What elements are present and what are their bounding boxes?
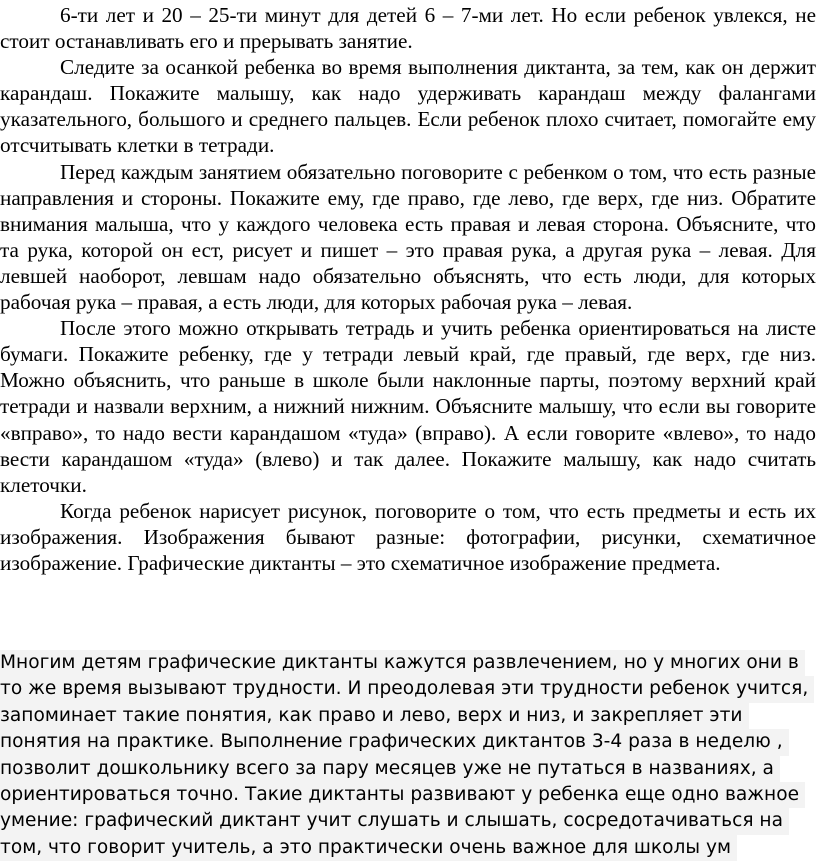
pasted-text-line: умение: графический диктант учит слушать и слышать, сосредотачиваться на bbox=[0, 808, 789, 834]
pasted-text-line: то же время вызывают трудности. И преодолевая эти трудности ребенок учится, bbox=[0, 676, 814, 702]
document-body bbox=[0, 2, 816, 576]
paragraph-session-duration: 6-ти лет и 20 – 25-ти минут для детей 6 – 7-ми лет. Но если ребенок увлекся, не стоит останавливать его и прерывать занятие. bbox=[0, 3, 816, 54]
pasted-text-line: том, что говорит учитель, а это практически очень важное для школы ум bbox=[0, 835, 737, 861]
paragraph-posture: Следите за осанкой ребенка во время выполнения диктанта, за тем, как он держит карандаш. Покажите малышу, как надо удерживать карандаш между фалангами указательного, большого и среднего пальцев. Если ребенок плохо считает, помогайте ему отсчитывать клетки в тетради. bbox=[0, 55, 816, 158]
pasted-text-line: Многим детям графические диктанты кажутся развлечением, но у многих они в bbox=[0, 650, 805, 676]
pasted-text-line: запоминает такие понятия, как право и лево, верх и низ, и закрепляет эти bbox=[0, 703, 749, 729]
pasted-text-line: позволит дошкольнику всего за пару месяцев уже не путаться в названиях, а bbox=[0, 756, 780, 782]
paragraph-directions: Перед каждым занятием обязательно поговорите с ребенком о том, что есть разные направления и стороны. Покажите ему, где право, где лево, где верх, где низ. Обратите внимания малыша, что у каждого человека есть правая и левая сторона. Объясните, что та рука, которой он ест, рисует и пишет – это правая рука, а другая рука – левая. Для левшей наоборот, левшам надо обязательно объяснять, что есть люди, для которых рабочая рука – правая, а есть люди, для которых рабочая рука – левая. bbox=[0, 159, 816, 315]
paragraph-notebook: После этого можно открывать тетрадь и учить ребенка ориентироваться на листе бумаги. Покажите ребенку, где у тетради левый край, где правый, где верх, где низ. Можно объяснить, что раньше в школе были наклонные парты, поэтому верхний край тетради и назвали верхним, а нижний нижним. Объясните малышу, что если вы говорите «вправо», то надо вести карандашом «туда» (вправо). А если говорите «влево», то надо вести карандашом «туда» (влево) и так далее. Покажите малышу, как надо считать клеточки. bbox=[0, 316, 816, 497]
pasted-text-line: ориентироваться точно. Такие диктанты развивают у ребенка еще одно важное bbox=[0, 782, 805, 808]
pasted-text-line: понятия на практике. Выполнение графических диктантов 3-4 раза в неделю , bbox=[0, 729, 789, 755]
paragraph-images: Когда ребенок нарисует рисунок, поговорите о том, что есть предметы и есть их изображения. Изображения бывают разные: фотографии, рисунки, схематичное изображение. Графические диктанты – это схематичное изображение предмета. bbox=[0, 498, 816, 575]
pasted-text-block bbox=[0, 650, 816, 861]
